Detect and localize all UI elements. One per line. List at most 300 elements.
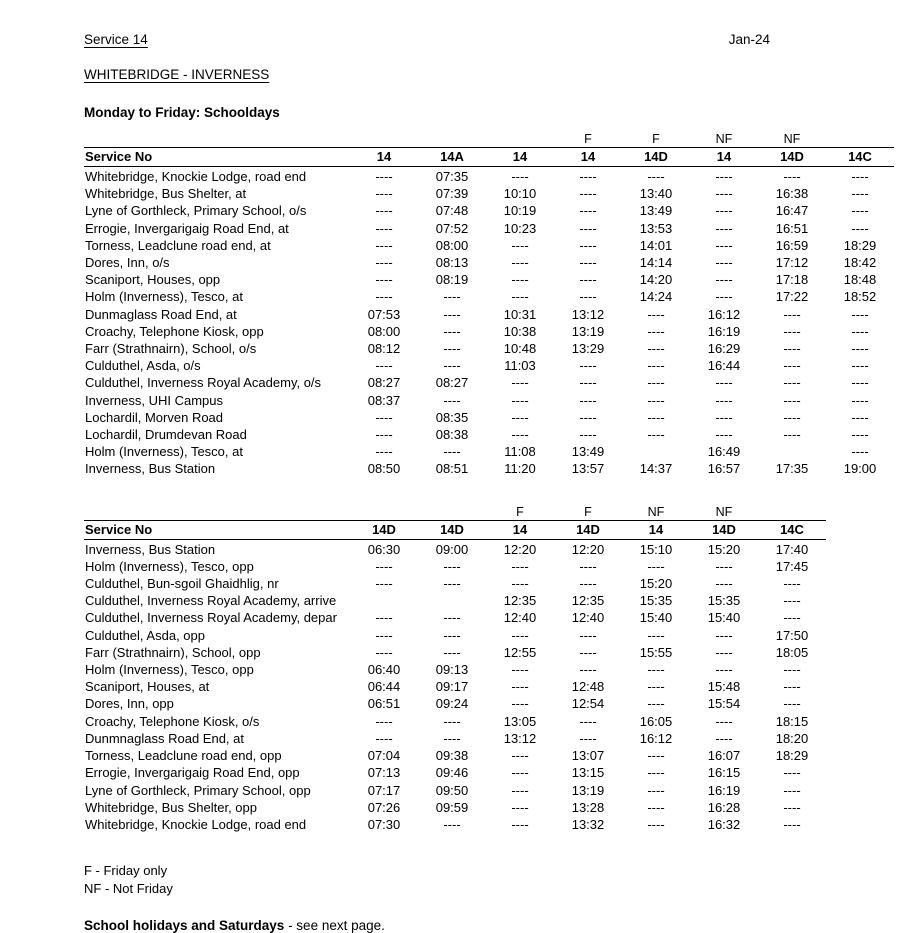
no-service-cell: ---- (511, 289, 529, 305)
no-service-cell: ---- (579, 558, 597, 574)
departure-time: 16:51 (775, 220, 809, 236)
no-service-cell: ---- (715, 220, 733, 236)
no-service-cell: ---- (511, 748, 529, 764)
no-service-cell: ---- (851, 392, 869, 408)
route-title: WHITEBRIDGE - INVERNESS (84, 67, 270, 82)
no-service-cell: ---- (511, 576, 529, 592)
departure-time: 13:40 (639, 186, 673, 202)
departure-time: 16:29 (707, 341, 741, 357)
no-service-cell: ---- (579, 255, 597, 271)
table-row (84, 426, 894, 443)
table-row (84, 816, 826, 833)
departure-time: 07:17 (367, 782, 401, 798)
departure-time: 07:26 (367, 799, 401, 815)
service-number-header: 14A (418, 148, 486, 167)
departure-time: 18:20 (775, 730, 809, 746)
departure-time: 11:08 (504, 444, 536, 460)
departure-time: 13:12 (503, 730, 537, 746)
table-row (84, 695, 826, 712)
no-service-cell: ---- (443, 713, 461, 729)
no-service-cell: ---- (375, 627, 393, 643)
table-row (84, 306, 894, 323)
table-row (84, 167, 894, 186)
departure-time: 13:19 (571, 782, 605, 798)
stop-name: Holm (Inverness), Tesco, at (85, 444, 243, 460)
no-service-cell: ---- (851, 375, 869, 391)
no-service-cell: ---- (375, 644, 393, 660)
stop-name: Whitebridge, Bus Shelter, opp (85, 799, 257, 815)
no-service-cell: ---- (647, 409, 665, 425)
no-service-cell: ---- (511, 558, 529, 574)
table-row (84, 237, 894, 254)
no-service-cell: ---- (715, 409, 733, 425)
service-number-header: 14D (690, 520, 758, 539)
departure-time: 12:54 (571, 696, 605, 712)
no-service-cell: ---- (443, 306, 461, 322)
table-row (84, 340, 894, 357)
stop-name: Scaniport, Houses, at (85, 679, 210, 695)
qualifier-cell (418, 504, 486, 521)
no-service-cell: ---- (715, 203, 733, 219)
no-service-cell: ---- (783, 696, 801, 712)
service-number-header: 14 (690, 148, 758, 167)
no-service-cell: ---- (511, 627, 529, 643)
no-service-cell: ---- (715, 272, 733, 288)
departure-time: 08:27 (367, 375, 401, 391)
table-row (84, 661, 826, 678)
table-row (84, 323, 894, 340)
no-service-cell: ---- (715, 576, 733, 592)
no-service-cell: ---- (375, 220, 393, 236)
no-service-cell: ---- (579, 169, 597, 184)
service-number-header: 14C (826, 148, 894, 167)
departure-time: 08:50 (367, 461, 401, 477)
table-row (84, 185, 894, 202)
departure-time: 07:04 (367, 748, 401, 764)
no-service-cell: ---- (511, 782, 529, 798)
stop-name: Torness, Leadclune road end, at (85, 237, 271, 253)
no-service-cell: ---- (647, 341, 665, 357)
departure-time: 08:00 (367, 323, 401, 339)
no-service-cell: ---- (851, 358, 869, 374)
stop-name: Culduthel, Inverness Royal Academy, arrive (85, 593, 337, 609)
no-service-cell: ---- (783, 610, 801, 626)
table-body-inbound (84, 539, 826, 833)
departure-time: 13:49 (639, 203, 673, 219)
stop-name: Dores, Inn, o/s (85, 255, 170, 271)
no-service-cell: ---- (443, 444, 461, 460)
stop-name: Torness, Leadclune road end, opp (85, 748, 282, 764)
departure-time: 09:13 (435, 662, 469, 678)
table-row (84, 730, 826, 747)
departure-time: 14:37 (639, 461, 673, 477)
departure-time: 07:13 (367, 765, 401, 781)
departure-time: 11:20 (504, 461, 536, 477)
departure-time: 08:38 (435, 427, 469, 443)
stop-name: Inverness, UHI Campus (85, 392, 223, 408)
no-service-cell: ---- (715, 237, 733, 253)
table-row (84, 409, 894, 426)
departure-time: 08:00 (435, 237, 469, 253)
no-service-cell: ---- (375, 427, 393, 443)
no-service-cell: ---- (783, 375, 801, 391)
departure-time: 15:35 (707, 593, 741, 609)
no-service-cell: ---- (647, 782, 665, 798)
no-service-cell: ---- (579, 186, 597, 202)
departure-time: 09:17 (435, 679, 469, 695)
footer-note (84, 918, 830, 933)
departure-time: 15:54 (707, 696, 741, 712)
no-service-cell: ---- (443, 816, 461, 832)
no-service-cell: ---- (443, 392, 461, 408)
departure-time: 13:53 (639, 220, 673, 236)
departure-time: 15:35 (639, 593, 673, 609)
table-row (84, 539, 826, 558)
no-service-cell: ---- (375, 203, 393, 219)
empty-cell (758, 443, 826, 460)
stop-column-header: Service No (84, 520, 350, 539)
departure-time: 17:12 (775, 255, 809, 271)
route-title-wrap (84, 47, 830, 84)
departure-time: 13:19 (571, 323, 605, 339)
empty-cell (350, 592, 418, 609)
departure-time: 16:15 (707, 765, 741, 781)
departure-time: 16:44 (707, 358, 741, 374)
table-spacer (84, 478, 830, 504)
stop-name: Culduthel, Asda, o/s (85, 358, 201, 374)
no-service-cell: ---- (443, 558, 461, 574)
stop-name: Errogie, Invergarigaig Road End, at (85, 220, 289, 236)
departure-time: 16:49 (707, 444, 741, 460)
service-number-header: 14D (418, 520, 486, 539)
no-service-cell: ---- (375, 237, 393, 253)
service-number-header: 14D (554, 520, 622, 539)
departure-time: 18:42 (843, 255, 877, 271)
qualifier-cell: NF (715, 504, 733, 519)
no-service-cell: ---- (443, 610, 461, 626)
table-row (84, 220, 894, 237)
no-service-cell: ---- (783, 662, 801, 678)
departure-time: 15:10 (639, 541, 673, 557)
departure-time: 09:46 (435, 765, 469, 781)
table-body-outbound (84, 167, 894, 478)
no-service-cell: ---- (715, 255, 733, 271)
no-service-cell: ---- (783, 306, 801, 322)
departure-time: 17:45 (775, 558, 809, 574)
stop-name: Dunmaglass Road End, at (85, 306, 237, 322)
no-service-cell: ---- (647, 627, 665, 643)
no-service-cell: ---- (579, 576, 597, 592)
no-service-cell: ---- (443, 289, 461, 305)
departure-time: 15:48 (707, 679, 741, 695)
departure-time: 16:32 (707, 816, 741, 832)
departure-time: 08:37 (367, 392, 401, 408)
no-service-cell: ---- (783, 816, 801, 832)
departure-time: 16:57 (707, 461, 741, 477)
no-service-cell: ---- (851, 306, 869, 322)
table-row (84, 782, 826, 799)
table-row (84, 592, 826, 609)
no-service-cell: ---- (511, 662, 529, 678)
no-service-cell: ---- (375, 255, 393, 271)
no-service-cell: ---- (443, 644, 461, 660)
departure-time: 08:27 (435, 375, 469, 391)
no-service-cell: ---- (783, 323, 801, 339)
no-service-cell: ---- (647, 323, 665, 339)
no-service-cell: ---- (443, 576, 461, 592)
table-row (84, 558, 826, 575)
qualifier-row-outbound (84, 131, 894, 148)
departure-time: 07:39 (435, 186, 469, 202)
no-service-cell: ---- (647, 358, 665, 374)
no-service-cell: ---- (783, 799, 801, 815)
table-row (84, 609, 826, 626)
departure-time: 07:48 (435, 203, 469, 219)
no-service-cell: ---- (579, 427, 597, 443)
departure-time: 13:07 (571, 748, 605, 764)
departure-time: 13:15 (571, 765, 605, 781)
table-row (84, 271, 894, 288)
no-service-cell: ---- (579, 203, 597, 219)
no-service-cell: ---- (647, 696, 665, 712)
no-service-cell: ---- (715, 169, 733, 184)
date-label: Jan-24 (728, 32, 770, 47)
no-service-cell: ---- (851, 341, 869, 357)
no-service-cell: ---- (715, 427, 733, 443)
no-service-cell: ---- (647, 375, 665, 391)
departure-time: 17:40 (775, 541, 809, 557)
no-service-cell: ---- (511, 427, 529, 443)
departure-time: 12:40 (571, 610, 605, 626)
table-row (84, 644, 826, 661)
departure-time: 07:53 (367, 306, 401, 322)
departure-time: 13:57 (571, 461, 605, 477)
table-row (84, 254, 894, 271)
stop-name: Croachy, Telephone Kiosk, opp (85, 323, 264, 339)
departure-time: 06:30 (367, 541, 401, 557)
no-service-cell: ---- (511, 696, 529, 712)
no-service-cell: ---- (443, 358, 461, 374)
qualifier-cell (486, 131, 554, 148)
stop-name: Culduthel, Bun-sgoil Ghaidhlig, nr (85, 576, 279, 592)
qualifier-cell: F (584, 132, 592, 146)
qualifier-spacer (84, 504, 350, 521)
no-service-cell: ---- (579, 220, 597, 236)
footer-note-bold: School holidays and Saturdays (84, 918, 285, 933)
no-service-cell: ---- (511, 375, 529, 391)
stop-name: Dores, Inn, opp (85, 696, 174, 712)
no-service-cell: ---- (579, 392, 597, 408)
qualifier-row-inbound (84, 504, 826, 521)
no-service-cell: ---- (715, 186, 733, 202)
table-row (84, 202, 894, 219)
departure-time: 16:07 (707, 748, 741, 764)
departure-time: 07:30 (367, 816, 401, 832)
no-service-cell: ---- (851, 169, 869, 184)
departure-time: 14:01 (639, 237, 673, 253)
service-number-header: 14 (554, 148, 622, 167)
departure-time: 15:40 (707, 610, 741, 626)
no-service-cell: ---- (375, 558, 393, 574)
stop-name: Errogie, Invergarigaig Road End, opp (85, 765, 300, 781)
qualifier-cell: NF (783, 132, 801, 146)
departure-time: 12:20 (571, 541, 605, 557)
departure-time: 07:52 (435, 220, 469, 236)
no-service-cell: ---- (511, 392, 529, 408)
departure-time: 15:20 (639, 576, 673, 592)
no-service-cell: ---- (783, 341, 801, 357)
qualifier-cell: NF (647, 504, 665, 519)
departure-time: 06:51 (367, 696, 401, 712)
departure-time: 12:35 (503, 593, 537, 609)
no-service-cell: ---- (511, 679, 529, 695)
departure-time: 15:55 (639, 644, 673, 660)
departure-time: 11:03 (504, 358, 536, 374)
departure-time: 09:50 (435, 782, 469, 798)
departure-time: 18:48 (843, 272, 877, 288)
no-service-cell: ---- (647, 765, 665, 781)
departure-time: 10:48 (503, 341, 537, 357)
qualifier-cell (826, 131, 894, 148)
departure-time: 15:40 (639, 610, 673, 626)
no-service-cell: ---- (579, 644, 597, 660)
qualifier-cell: F (652, 132, 660, 146)
qualifier-cell (418, 131, 486, 148)
no-service-cell: ---- (579, 289, 597, 305)
no-service-cell: ---- (851, 186, 869, 202)
table-row (84, 288, 894, 305)
no-service-cell: ---- (715, 289, 733, 305)
departure-time: 13:29 (571, 341, 605, 357)
no-service-cell: ---- (579, 375, 597, 391)
departure-time: 16:12 (707, 306, 741, 322)
no-service-cell: ---- (511, 272, 529, 288)
departure-time: 16:05 (639, 713, 673, 729)
departure-time: 15:20 (707, 541, 741, 557)
stop-name: Culduthel, Asda, opp (85, 627, 205, 643)
service-number-header: 14D (758, 148, 826, 167)
stop-name: Lochardil, Morven Road (85, 409, 224, 425)
table-row (84, 799, 826, 816)
no-service-cell: ---- (375, 576, 393, 592)
legend-item-nf: NF - Not Friday (84, 880, 173, 896)
stop-name: Dunmnaglass Road End, at (85, 730, 244, 746)
empty-cell (622, 443, 690, 460)
table-row (84, 443, 894, 460)
departure-time: 17:22 (775, 289, 809, 305)
qualifier-cell: NF (715, 132, 733, 146)
service-number-header: 14 (622, 520, 690, 539)
no-service-cell: ---- (783, 679, 801, 695)
no-service-cell: ---- (783, 593, 801, 609)
departure-time: 10:23 (503, 220, 537, 236)
departure-time: 10:19 (503, 203, 537, 219)
departure-time: 13:05 (503, 713, 537, 729)
service-number-header: 14D (622, 148, 690, 167)
departure-time: 16:38 (775, 186, 809, 202)
no-service-cell: ---- (443, 730, 461, 746)
table-row (84, 764, 826, 781)
service-number-header: 14C (758, 520, 826, 539)
stop-name: Holm (Inverness), Tesco, at (85, 289, 243, 305)
departure-time: 12:35 (571, 593, 605, 609)
departure-time: 09:00 (435, 541, 469, 557)
stop-name: Lyne of Gorthleck, Primary School, o/s (85, 203, 307, 219)
departure-time: 12:48 (571, 679, 605, 695)
qualifier-cell: F (584, 504, 592, 519)
stop-column-header: Service No (84, 148, 350, 167)
no-service-cell: ---- (647, 306, 665, 322)
stop-name: Croachy, Telephone Kiosk, o/s (85, 713, 260, 729)
stop-name: Farr (Strathnairn), School, opp (85, 644, 261, 660)
no-service-cell: ---- (783, 782, 801, 798)
no-service-cell: ---- (647, 427, 665, 443)
departure-time: 08:12 (367, 341, 401, 357)
departure-time: 14:24 (639, 289, 673, 305)
qualifier-cell (350, 504, 418, 521)
no-service-cell: ---- (783, 427, 801, 443)
no-service-cell: ---- (375, 730, 393, 746)
no-service-cell: ---- (579, 409, 597, 425)
no-service-cell: ---- (783, 392, 801, 408)
no-service-cell: ---- (579, 237, 597, 253)
no-service-cell: ---- (783, 409, 801, 425)
service-number-row-inbound (84, 520, 826, 539)
page-header (84, 32, 830, 47)
departure-time: 17:18 (775, 272, 809, 288)
empty-cell (418, 592, 486, 609)
stop-name: Farr (Strathnairn), School, o/s (85, 341, 257, 357)
no-service-cell: ---- (783, 765, 801, 781)
no-service-cell: ---- (511, 255, 529, 271)
departure-time: 17:50 (775, 627, 809, 643)
departure-time: 16:19 (707, 323, 741, 339)
departure-time: 08:35 (435, 409, 469, 425)
no-service-cell: ---- (579, 358, 597, 374)
legend-block (84, 862, 830, 897)
no-service-cell: ---- (715, 662, 733, 678)
no-service-cell: ---- (715, 375, 733, 391)
table-row (84, 627, 826, 644)
no-service-cell: ---- (783, 358, 801, 374)
no-service-cell: ---- (647, 799, 665, 815)
qualifier-cell (350, 131, 418, 148)
no-service-cell: ---- (375, 289, 393, 305)
service-number-row-outbound (84, 148, 894, 167)
departure-time: 16:59 (775, 237, 809, 253)
table-row (84, 713, 826, 730)
departure-time: 09:24 (435, 696, 469, 712)
timetable-outbound (84, 131, 894, 478)
timetable-inbound (84, 504, 826, 833)
departure-time: 16:19 (707, 782, 741, 798)
stop-name: Holm (Inverness), Tesco, opp (85, 558, 254, 574)
no-service-cell: ---- (851, 409, 869, 425)
no-service-cell: ---- (511, 816, 529, 832)
stop-name: Inverness, Bus Station (85, 541, 216, 557)
no-service-cell: ---- (375, 272, 393, 288)
no-service-cell: ---- (647, 816, 665, 832)
departure-time: 13:32 (571, 816, 605, 832)
stop-name: Lyne of Gorthleck, Primary School, opp (85, 782, 311, 798)
departure-time: 12:40 (503, 610, 537, 626)
service-number-header: 14D (350, 520, 418, 539)
no-service-cell: ---- (715, 392, 733, 408)
table-row (84, 392, 894, 409)
qualifier-cell (758, 504, 826, 521)
stop-name: Whitebridge, Knockie Lodge, road end (85, 816, 307, 832)
no-service-cell: ---- (579, 272, 597, 288)
